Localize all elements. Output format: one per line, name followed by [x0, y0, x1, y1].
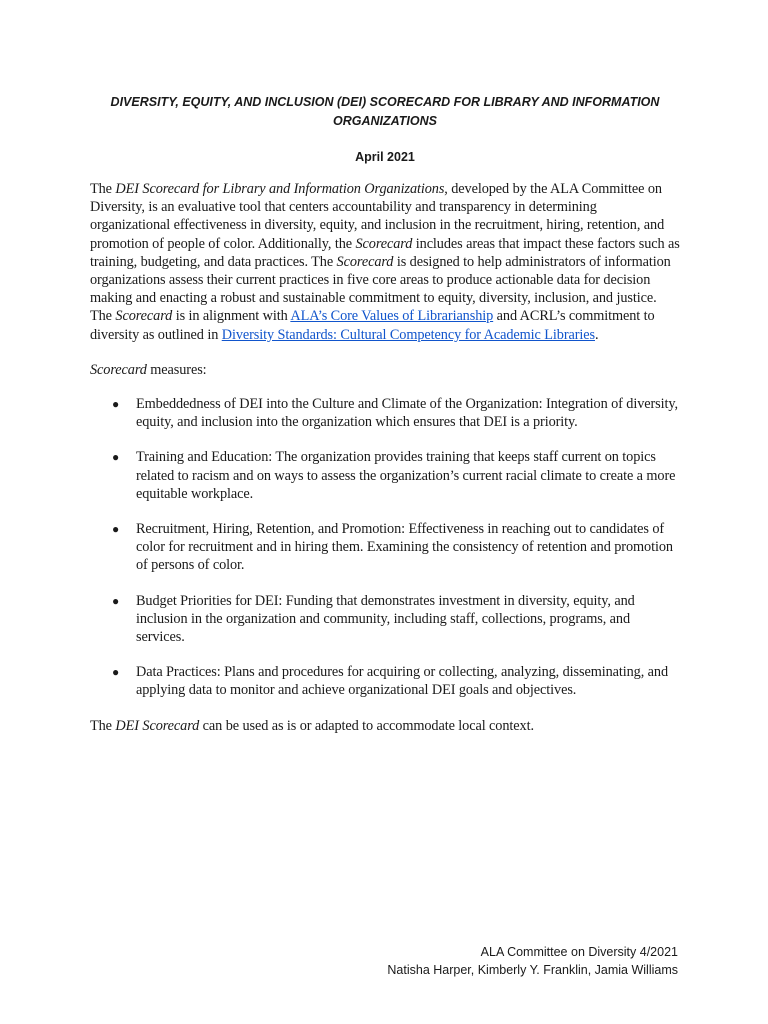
- core-values-link[interactable]: ALA’s Core Values of Librarianship: [290, 308, 494, 325]
- footer-authors: Natisha Harper, Kimberly Y. Franklin, Jamia Williams: [387, 963, 678, 977]
- list-item: [90, 592, 680, 647]
- closing-emphasis: DEI Scorecard: [115, 717, 200, 734]
- document-date: April 2021: [355, 150, 415, 164]
- footer-committee: ALA Committee on Diversity 4/2021: [480, 945, 678, 959]
- bullet-icon: ●: [112, 593, 120, 608]
- intro-text: The: [90, 181, 116, 197]
- list-item: [90, 448, 680, 503]
- intro-emphasis: Scorecard: [355, 235, 413, 252]
- list-item-text: Data Practices: Plans and procedures for acquiring or collecting, analyzing, disseminating, and applying data to monitor and achieve organizational DEI goals and objectives.: [136, 664, 669, 699]
- diversity-standards-link[interactable]: Diversity Standards: Cultural Competency for Academic Libraries: [221, 326, 595, 343]
- list-item: [90, 520, 680, 575]
- intro-emphasis: Scorecard: [115, 308, 173, 325]
- closing-paragraph: [90, 717, 680, 735]
- intro-text: includes areas that impact these factors such as training, budgeting, and data practices. The: [90, 235, 680, 270]
- document-page: [90, 93, 680, 735]
- list-item-text: Embeddedness of DEI into the Culture and Climate of the Organization: Integration of diversity, equity, and inclusion into the organization which ensures that DEI is a priority.: [136, 396, 678, 431]
- list-item-text: Budget Priorities for DEI: Funding that demonstrates investment in diversity, equity, and inclusion in the organization and community, including staff, collections, programs, and services.: [136, 592, 635, 646]
- intro-paragraph: [90, 180, 680, 344]
- measures-text: measures:: [146, 361, 207, 378]
- document-footer: [387, 943, 678, 979]
- intro-text: is designed to help administrators of information organizations assess their current practices in five core areas to produce actionable data for decision making and enacting a robust and sustainable commitment to equity, diversity, inclusion, and justice. The: [90, 253, 671, 325]
- intro-text: is in alignment with: [172, 308, 291, 325]
- intro-text: , developed by the ALA Committee on Diversity, is an evaluative tool that centers accountability and transparency in determining organizational effectiveness in diversity, equity, and inclusion in the recruitment, hiring, retention, and promotion of people of color. Additionally, the: [90, 181, 665, 252]
- document-title: DIVERSITY, EQUITY, AND INCLUSION (DEI) SCORECARD FOR LIBRARY AND INFORMATION ORGANIZATIONS: [110, 95, 660, 128]
- measures-emphasis: Scorecard: [90, 361, 147, 378]
- list-item: [90, 395, 680, 431]
- list-item-text: Recruitment, Hiring, Retention, and Promotion: Effectiveness in reaching out to candidates of color for recruitment and in hiring them. Examining the consistency of retention and promotion of persons of color.: [136, 521, 673, 574]
- bullet-icon: ●: [112, 397, 120, 412]
- closing-text: The: [90, 717, 116, 734]
- intro-text: and ACRL’s commitment to diversity as outlined in: [90, 308, 655, 343]
- intro-text: .: [594, 326, 599, 343]
- closing-text: can be used as is or adapted to accommodate local context.: [199, 717, 534, 734]
- measures-list: [90, 395, 680, 700]
- list-item-text: Training and Education: The organization provides training that keeps staff current on topics related to racism and on ways to assess the organization’s current racial climate to create a more equitable workplace.: [136, 449, 676, 502]
- list-item: [90, 663, 680, 699]
- intro-emphasis: DEI Scorecard for Library and Information Organizations: [115, 181, 445, 197]
- bullet-icon: ●: [112, 665, 120, 680]
- bullet-icon: ●: [112, 522, 120, 537]
- bullet-icon: ●: [112, 450, 120, 465]
- intro-emphasis: Scorecard: [336, 253, 394, 270]
- measures-heading: [90, 361, 680, 379]
